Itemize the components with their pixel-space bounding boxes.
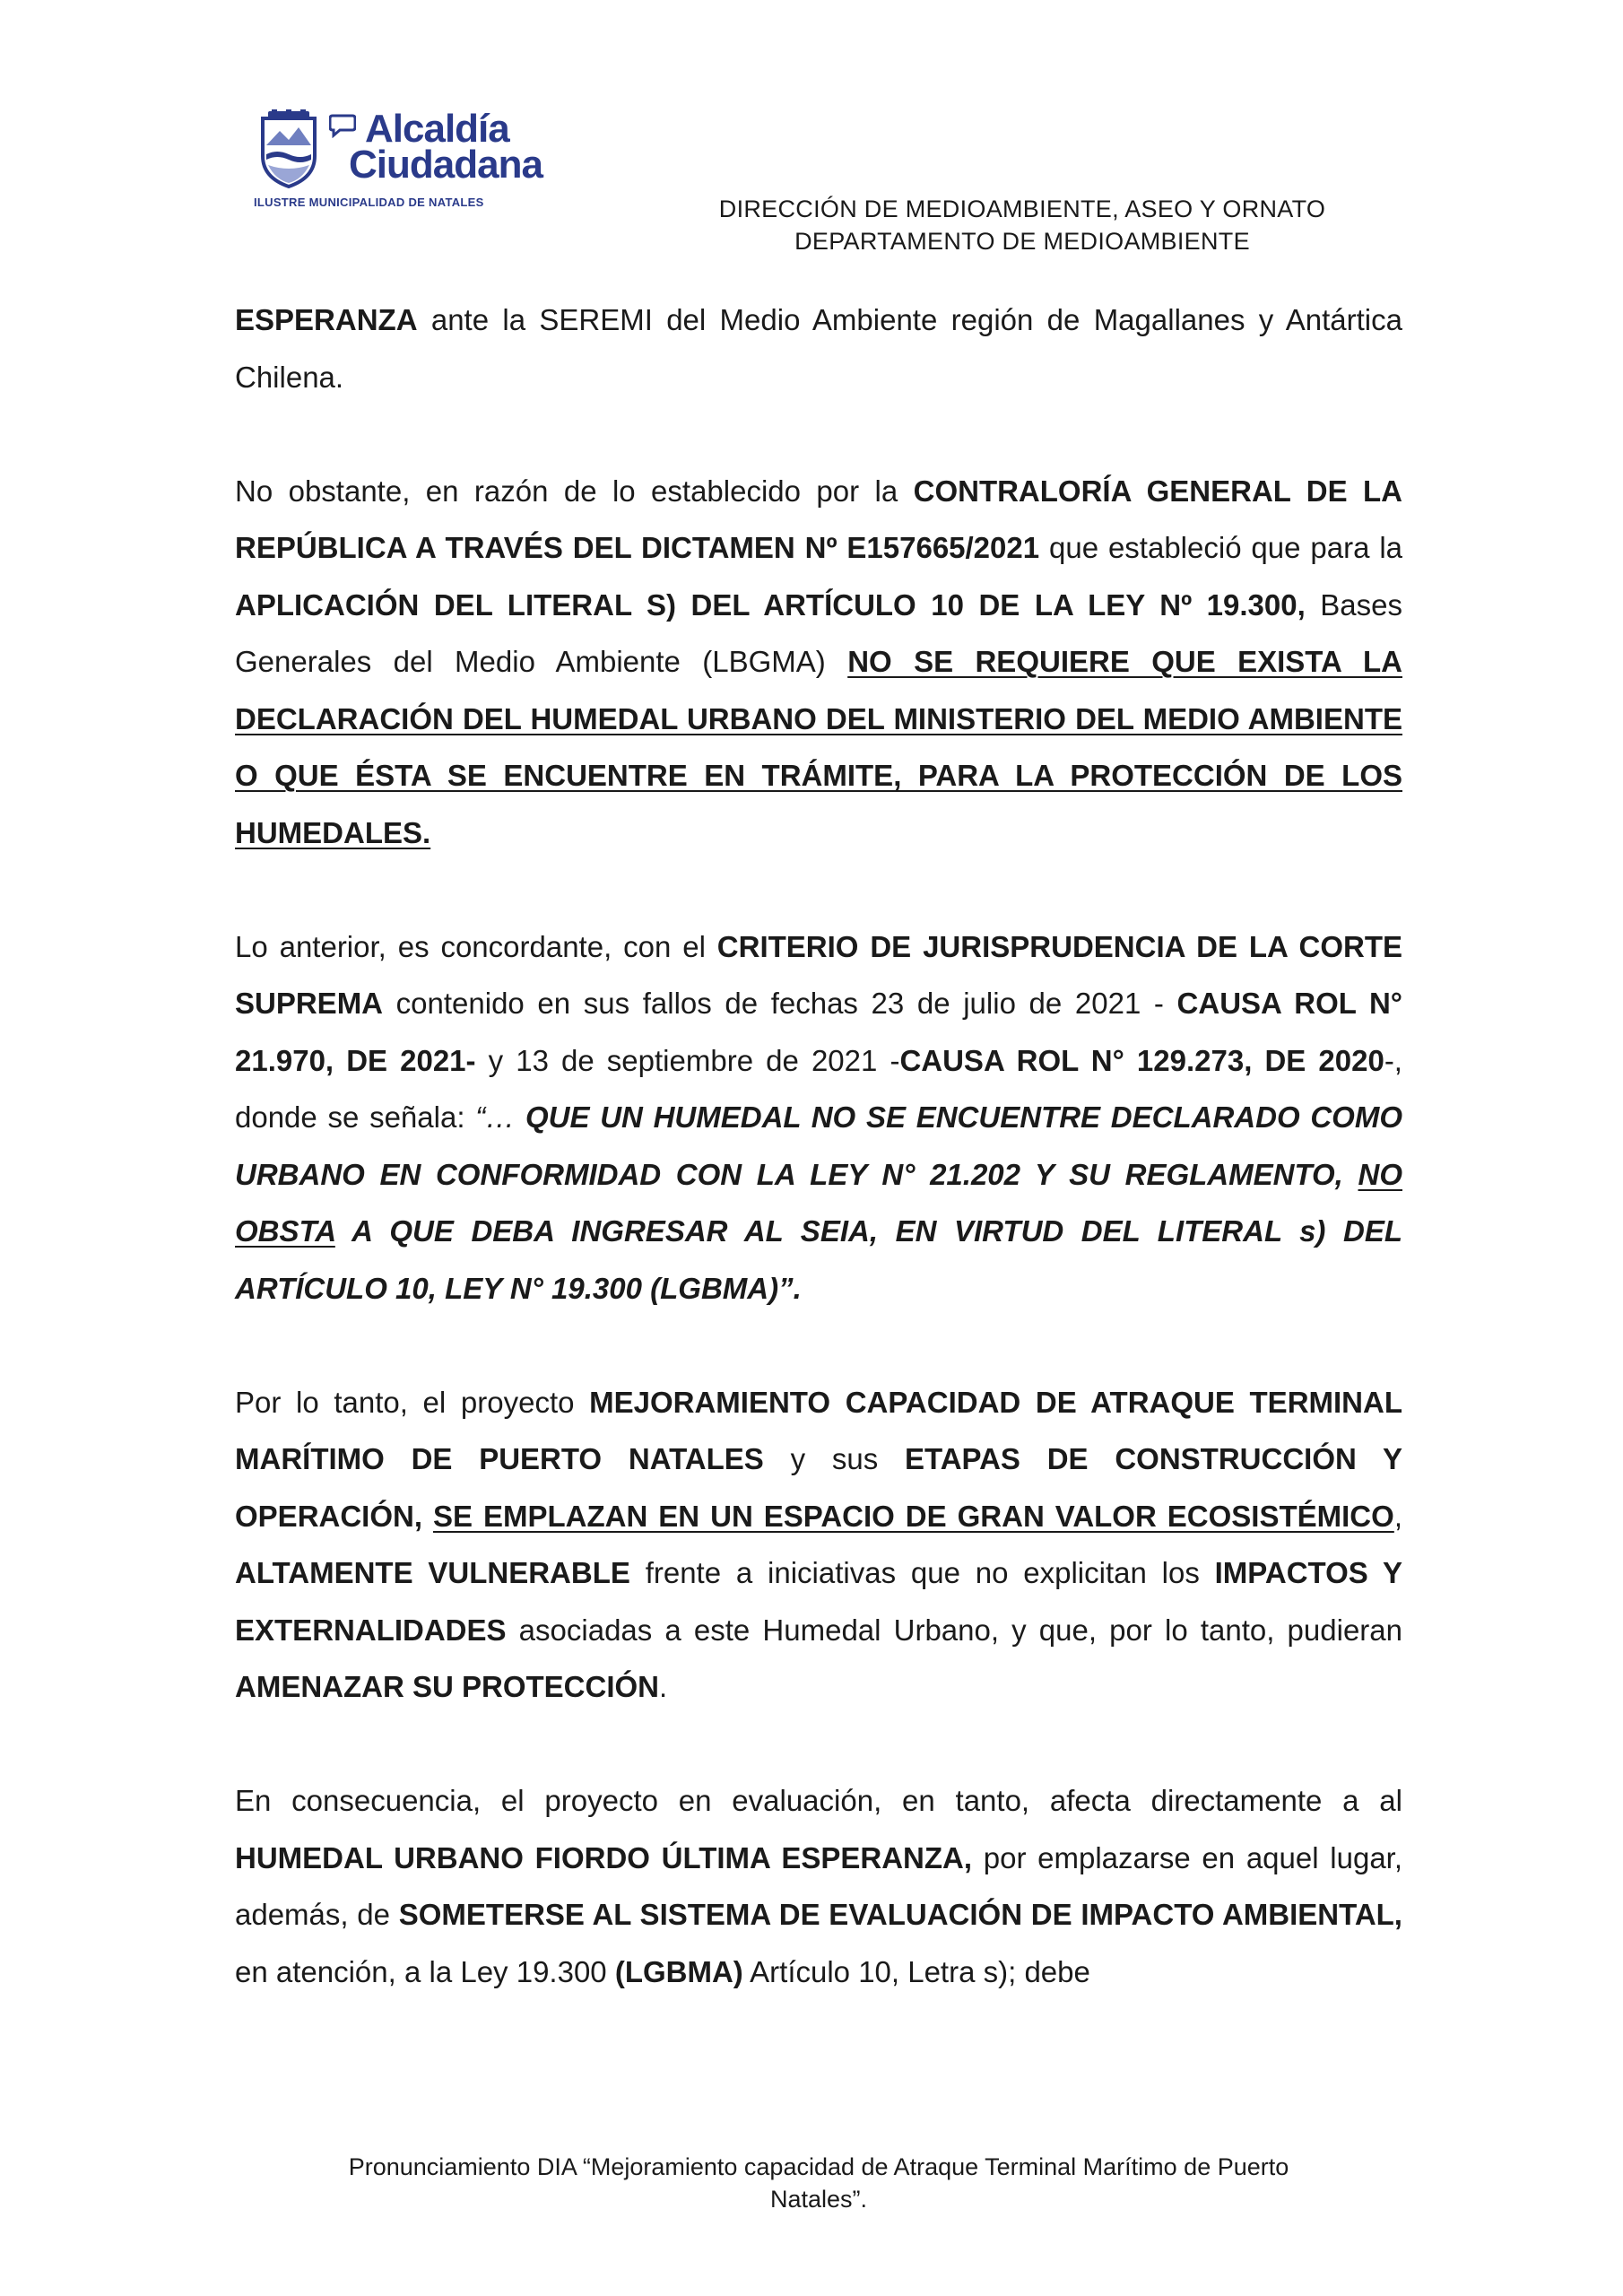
text: en atención, a la Ley 19.300 [235,1954,615,1988]
text: contenido en sus fallos de fechas 23 de julio de 2021 - [383,987,1177,1020]
paragraph-2 [235,463,1402,862]
text: asociadas a este Humedal Urbano, y que, por lo tanto, pudieran [506,1613,1402,1647]
bold-text: MEJORAMIENTO CAPACIDAD DE ATRAQUE TERMINAL MARÍTIMO DE PUERTO NATALES [235,1385,1403,1475]
text: No obstante, en razón de lo establecido por la [235,474,914,508]
footer-line-2: Natales”. [769,2186,868,2213]
text: frente a iniciativas que no explicitan los [629,1556,1215,1589]
bold-text: CAUSA ROL N° 129.273, DE 2020 [899,1043,1384,1077]
text: . [659,1670,668,1703]
brand-line-1: Alcaldía [365,107,509,151]
bold-text: CRITERIO DE JURISPRUDENCIA DE LA CORTE SUPREMA [235,929,1402,1020]
paragraph-4 [235,1374,1402,1716]
page-footer [235,2151,1402,2215]
text: ante la SEREMI del Medio Ambiente región de Magallanes y Antártica Chilena. [235,303,1402,394]
text: En consecuencia, el proyecto en evaluación, en tanto, afecta directamente a al [235,1784,1402,1817]
header-line-2: DEPARTAMENTO DE MEDIOAMBIENTE [794,228,1250,255]
header-line-1: DIRECCIÓN DE MEDIOAMBIENTE, ASEO Y ORNATO [718,196,1326,222]
bold-underlined-text: NO SE REQUIERE QUE EXISTA LA DECLARACIÓN DEL HUMEDAL URBANO DEL MINISTERIO DEL MEDIO AMBIENTE O QUE ÉSTA SE ENCUENTRE EN TRÁMITE, PARA LA PROTECCIÓN DE LOS HUMEDALES. [235,645,1402,849]
text: y 13 de septiembre de 2021 - [475,1043,900,1077]
bold-text: CONTRALORÍA GENERAL DE LA REPÚBLICA A TRAVÉS DEL DICTAMEN Nº E157665/2021 [235,474,1402,564]
brand-tagline: ILUSTRE MUNICIPALIDAD DE NATALES [254,196,484,209]
bold-italic-text: A QUE DEBA INGRESAR AL SEIA, EN VIRTUD DEL LITERAL s) DEL ARTÍCULO 10, LEY N° 19.300 (LGBMA)”. [235,1214,1402,1305]
municipality-logo [247,106,542,213]
bold-text: CAUSA ROL N° 21.970, DE 2021- [235,987,1403,1077]
text: Artículo 10, Letra s); debe [742,1954,1090,1988]
bold-text: ESPERANZA [235,303,418,336]
document-body [235,291,1402,2057]
bold-text: IMPACTOS Y EXTERNALIDADES [235,1556,1402,1647]
paragraph-3 [235,918,1402,1318]
text: Bases Generales del Medio Ambiente (LBGMA) [235,587,1402,678]
department-header [646,193,1399,257]
text: y sus [763,1442,905,1475]
bold-text: ALTAMENTE VULNERABLE [235,1556,630,1589]
paragraph-1 [235,291,1402,405]
text: -, donde se señala: [235,1043,1402,1134]
bold-italic-text: QUE UN HUMEDAL NO SE ENCUENTRE DECLARADO COMO URBANO EN CONFORMIDAD CON LA LEY N° 21.202 Y SU REGLAMENTO, [235,1100,1402,1191]
brand-line-2: Ciudadana [349,143,542,187]
footer-line-1: Pronunciamiento DIA “Mejoramiento capacidad de Atraque Terminal Marítimo de Puerto [348,2153,1289,2180]
bold-underlined-text: SE EMPLAZAN EN UN ESPACIO DE GRAN VALOR ECOSISTÉMICO [433,1499,1394,1533]
text: Lo anterior, es concordante, con el [235,929,717,963]
bold-italic-underlined-text: NO OBSTA [235,1157,1402,1248]
bold-text: ETAPAS DE CONSTRUCCIÓN Y OPERACIÓN, [235,1442,1403,1533]
brand-name [336,107,542,187]
bold-text: APLICACIÓN DEL LITERAL S) DEL ARTÍCULO 10 DE LA LEY Nº 19.300, [235,587,1306,622]
bold-text: (LGBMA) [614,1954,743,1988]
bold-text: AMENAZAR SU PROTECCIÓN [235,1670,660,1703]
text: por emplazarse en aquel lugar, además, de [235,1840,1403,1931]
bold-text: HUMEDAL URBANO FIORDO ÚLTIMA ESPERANZA, [235,1840,973,1874]
text: que estableció que para la [1039,531,1403,564]
text: Por lo tanto, el proyecto [235,1385,590,1419]
italic-text: “… [475,1100,516,1134]
bold-text: SOMETERSE AL SISTEMA DE EVALUACIÓN DE IMPACTO AMBIENTAL, [398,1898,1402,1931]
text: , [1393,1499,1402,1533]
paragraph-5 [235,1772,1402,2000]
municipal-shield-icon [257,109,320,188]
